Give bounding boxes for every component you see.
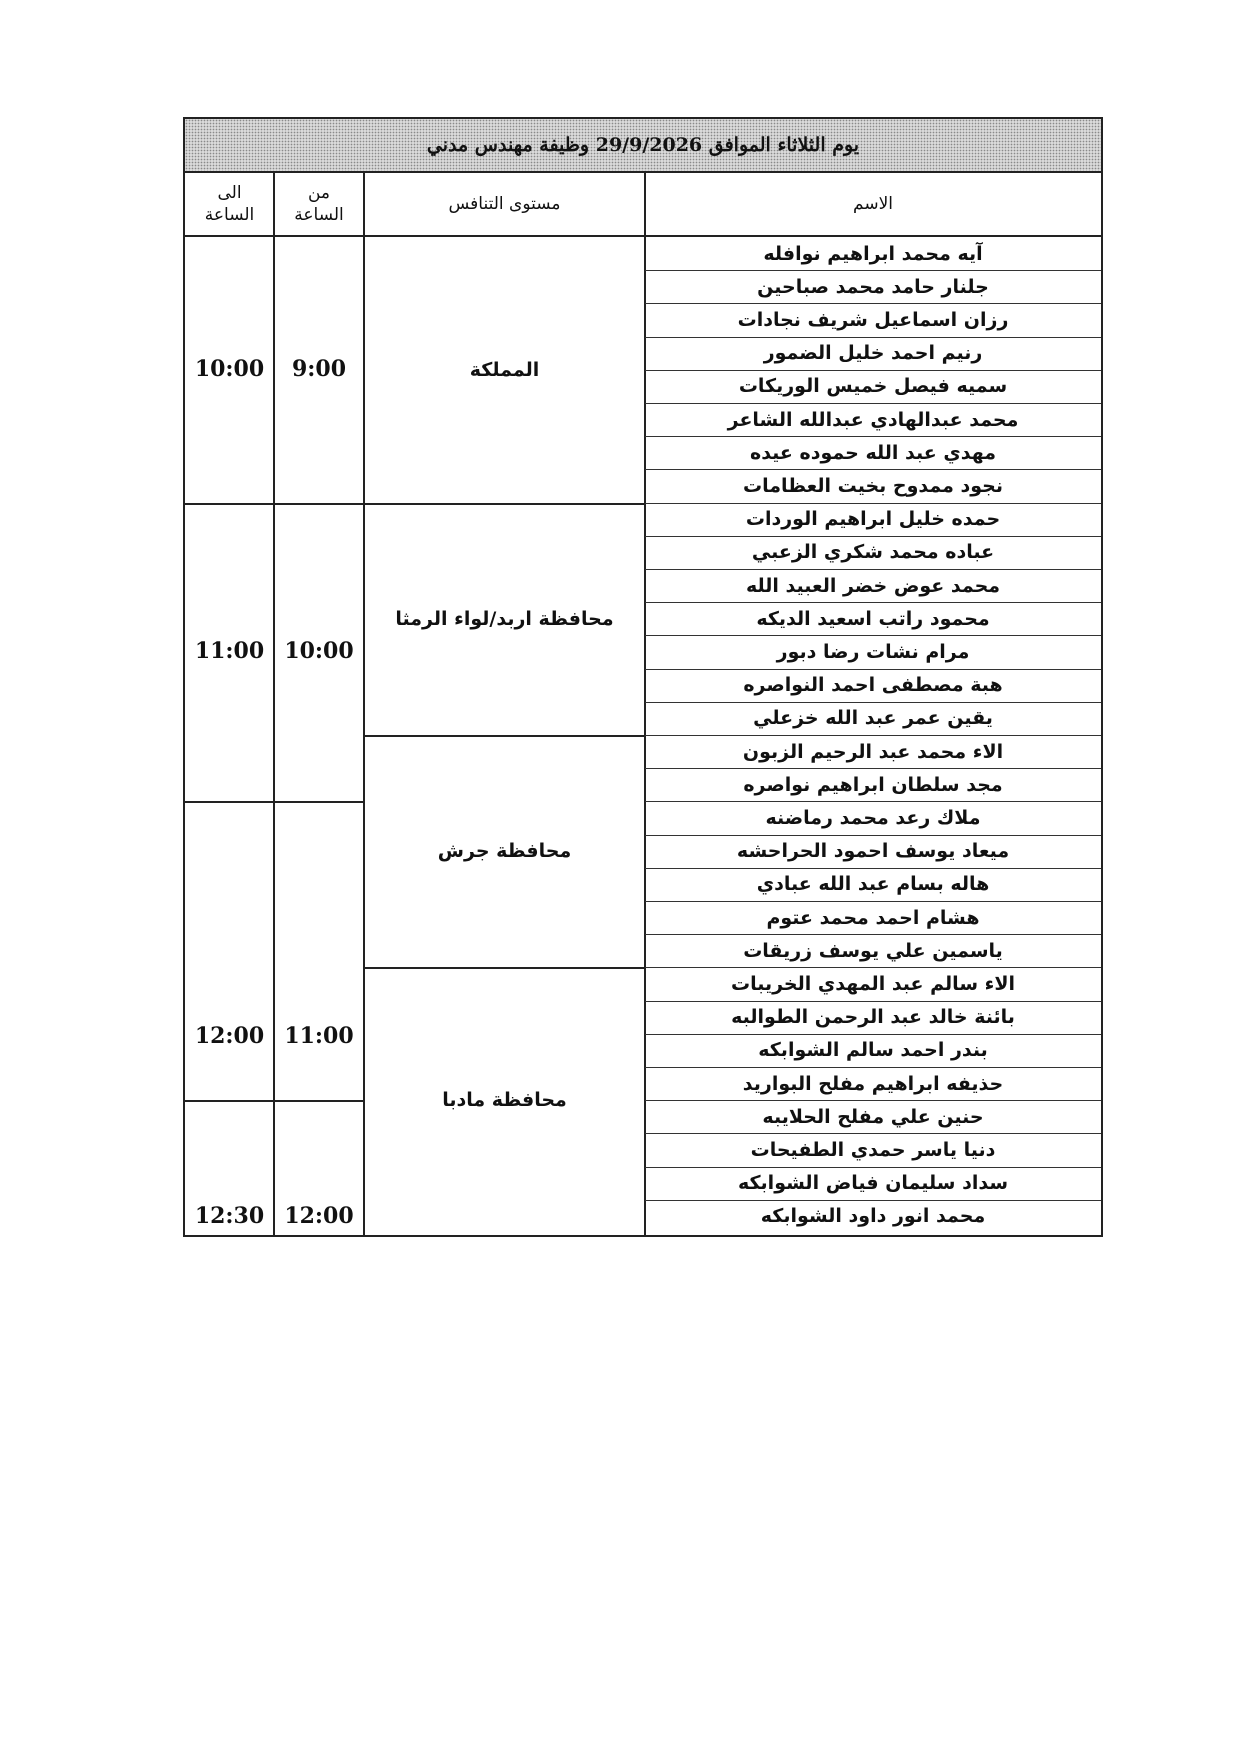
name-cell: هشام احمد محمد عتوم [766, 906, 980, 929]
name-cell: هبة مصطفى احمد النواصره [743, 674, 1003, 697]
name-cell: محمد عبدالهادي عبدالله الشاعر [727, 408, 1019, 431]
row-divider [645, 602, 1101, 603]
name-cell: جلنار حامد محمد صباحين [757, 275, 989, 298]
name-cell: الاء محمد عبد الرحيم الزبون [742, 740, 1004, 763]
row-divider [645, 967, 1101, 968]
row-divider [645, 669, 1101, 670]
row-divider [645, 1167, 1101, 1168]
level-divider [364, 503, 645, 505]
time-divider [185, 801, 364, 803]
header-to-time: الى الساعة [185, 173, 274, 237]
row-divider [645, 469, 1101, 470]
row-divider [645, 1100, 1101, 1101]
name-cell: حمده خليل ابراهيم الوردات [745, 508, 1001, 531]
name-cell: مرام نشات رضا دبور [776, 640, 970, 663]
level-cell: محافظة اربد/لواء الرمثا [395, 607, 614, 630]
name-cell: سميه فيصل خميس الوريكات [738, 375, 1008, 398]
name-cell: حنين علي مفلح الحلايبه [762, 1105, 984, 1128]
to-time: 12:30 [194, 1203, 265, 1229]
name-cell: ياسمين علي يوسف زريقات [743, 939, 1003, 962]
table-grid [185, 173, 1101, 1235]
level-cell: محافظة جرش [437, 840, 572, 863]
row-divider [645, 901, 1101, 902]
level-divider [364, 735, 645, 737]
row-divider [645, 436, 1101, 437]
row-divider [645, 1133, 1101, 1134]
name-cell: هاله بسام عبد الله عبادي [756, 873, 990, 896]
row-divider [645, 868, 1101, 869]
row-divider [645, 370, 1101, 371]
row-divider [645, 569, 1101, 570]
from-time: 9:00 [291, 355, 347, 382]
name-cell: بندر احمد سالم الشوابكه [758, 1039, 988, 1062]
name-cell: الاء سالم عبد المهدي الخريبات [731, 972, 1015, 995]
table-title: يوم الثلاثاء الموافق 29/9/2026 وظيفة مهندس مدني [426, 134, 860, 156]
to-time: 12:00 [194, 1022, 265, 1049]
name-cell: مجد سلطان ابراهيم نواصره [743, 773, 1003, 796]
name-cell: آيه محمد ابراهيم نوافله [763, 242, 983, 265]
row-divider [645, 801, 1101, 802]
time-divider [185, 1100, 364, 1102]
schedule-table [183, 117, 1103, 1237]
row-divider [645, 1067, 1101, 1068]
row-divider [645, 403, 1101, 404]
from-time: 11:00 [284, 1022, 354, 1049]
level-cell: محافظة مادبا [442, 1089, 567, 1112]
row-divider [645, 768, 1101, 769]
row-divider [645, 303, 1101, 304]
name-cell: نجود ممدوح بخيت العظامات [742, 474, 1004, 497]
row-divider [645, 270, 1101, 271]
row-divider [645, 735, 1101, 736]
name-cell: يقين عمر عبد الله خزعلي [753, 707, 993, 730]
name-cell: محمود راتب اسعيد الديكه [756, 607, 990, 630]
from-time: 12:00 [284, 1203, 354, 1229]
name-cell: بائنة خالد عبد الرحمن الطوالبه [731, 1006, 1015, 1029]
title-bar [185, 119, 1101, 173]
name-cell: سداد سليمان فياض الشوابكه [737, 1172, 1009, 1195]
to-time: 11:00 [194, 638, 265, 664]
row-divider [645, 536, 1101, 537]
header-level: مستوى التنافس [364, 173, 645, 237]
row-divider [645, 503, 1101, 504]
row-divider [645, 1034, 1101, 1035]
name-cell: دنيا ياسر حمدي الطفيحات [750, 1138, 996, 1161]
row-divider [645, 337, 1101, 338]
level-cell: المملكة [469, 358, 540, 381]
level-divider [364, 967, 645, 969]
name-cell: مهدي عبد الله حموده عيده [749, 441, 997, 464]
name-cell: رزان اسماعيل شريف نجادات [737, 308, 1009, 331]
row-divider [645, 635, 1101, 636]
row-divider [645, 934, 1101, 935]
name-cell: محمد عوض خضر العبيد الله [745, 574, 1001, 597]
name-cell: ملاك رعد محمد رماضنه [765, 806, 981, 829]
name-cell: رنيم احمد خليل الضمور [763, 342, 983, 365]
row-divider [645, 1200, 1101, 1201]
row-divider [645, 702, 1101, 703]
row-divider [645, 1001, 1101, 1002]
column-divider [273, 173, 275, 1235]
from-time: 10:00 [284, 638, 354, 664]
row-divider [645, 835, 1101, 836]
name-cell: محمد انور داود الشوابكه [760, 1205, 986, 1228]
name-cell: حذيفه ابراهيم مفلح البواريد [742, 1072, 1004, 1095]
header-from-time: من الساعة [274, 173, 364, 237]
time-divider [185, 503, 364, 505]
name-cell: ميعاد يوسف احمود الحراحشه [736, 840, 1010, 863]
to-time: 10:00 [194, 355, 265, 382]
name-cell: عباده محمد شكري الزعبي [751, 541, 995, 564]
header-name: الاسم [645, 173, 1101, 237]
